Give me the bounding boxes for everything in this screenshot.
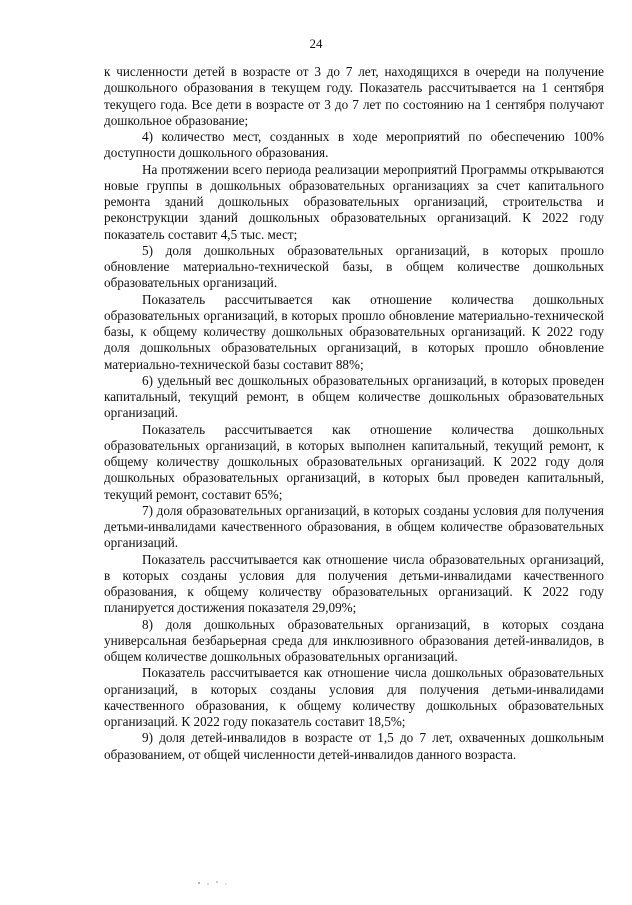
scan-speck-mark bbox=[196, 880, 248, 886]
paragraph-indicator-8: 8) доля дошкольных образовательных организаций, в которых создана универсальная безбарьерная среда для инклюзивного образования детей-инвалидов, в общем количестве дошкольных образовательных организаций. bbox=[104, 616, 604, 664]
paragraph-indicator-5: 5) доля дошкольных образовательных организаций, в которых прошло обновление материально-технической базы, в общем количестве дошкольных образовательных организаций. bbox=[104, 242, 604, 291]
paragraph-queue-continuation: к численности детей в возрасте от 3 до 7 лет, находящихся в очереди на получение дошкольного образования в текущем году. Показатель рассчитывается на 1 сентября текущего года. Все дети в возрасте от 3 до 7 лет по состоянию на 1 сентября получают дошкольное образование; bbox=[104, 64, 604, 128]
paragraph-indicator-6: 6) удельный вес дошкольных образовательных организаций, в которых проведен капитальный, текущий ремонт, в общем количестве дошкольных образовательных организаций. bbox=[104, 372, 604, 421]
paragraph-indicator-4: 4) количество мест, созданных в ходе мероприятий по обеспечению 100% доступности дошкольного образования. bbox=[104, 129, 604, 161]
paragraph-indicator-8-calculation: Показатель рассчитывается как отношение числа дошкольных образовательных организаций, в которых созданы условия для получения детьми-инвалидами качественного образования, к общему количеству дошкольных образовательных организаций. К 2022 году показатель составит 18,5%; bbox=[104, 665, 604, 729]
paragraph-indicator-5-calculation: Показатель рассчитывается как отношение количества дошкольных образовательных организаций, в которых прошло обновление материально-технической базы, к общему количеству дошкольных образовательных организаций. К 2022 году доля дошкольных образовательных организаций, в которых прошло обновление материально-технической базы составит 88%; bbox=[104, 291, 604, 372]
paragraph-indicator-6-calculation: Показатель рассчитывается как отношение количества дошкольных образовательных организаций, в которых выполнен капитальный, текущий ремонт, к общему количеству дошкольных образовательных организаций. К 2022 году доля дошкольных образовательных организаций, в которых был проведен капитальный, текущий ремонт, составит 65%; bbox=[104, 421, 604, 502]
paragraph-new-groups: На протяжении всего периода реализации мероприятий Программы открываются новые группы в дошкольных образовательных организациях за счет капитального ремонта зданий дошкольных образовательных организаций, строительства и реконструкции зданий дошкольных образовательных организаций. К 2022 году показатель составит 4,5 тыс. мест; bbox=[104, 161, 604, 242]
paragraph-indicator-7-calculation: Показатель рассчитывается как отношение числа образовательных организаций, в которых созданы условия для получения детьми-инвалидами качественного образования, к общему количеству образовательных организаций. К 2022 году планируется достижения показателя 29,09%; bbox=[104, 551, 604, 616]
page-number: 24 bbox=[309, 36, 323, 51]
paragraph-indicator-9: 9) доля детей-инвалидов в возрасте от 1,5 до 7 лет, охваченных дошкольным образованием, от общей численности детей-инвалидов данного возраста. bbox=[104, 730, 604, 762]
paragraph-indicator-7: 7) доля образовательных организаций, в которых созданы условия для получения детьми-инвалидами качественного образования, в общем количестве образовательных организаций. bbox=[104, 502, 604, 551]
document-body bbox=[104, 64, 604, 763]
